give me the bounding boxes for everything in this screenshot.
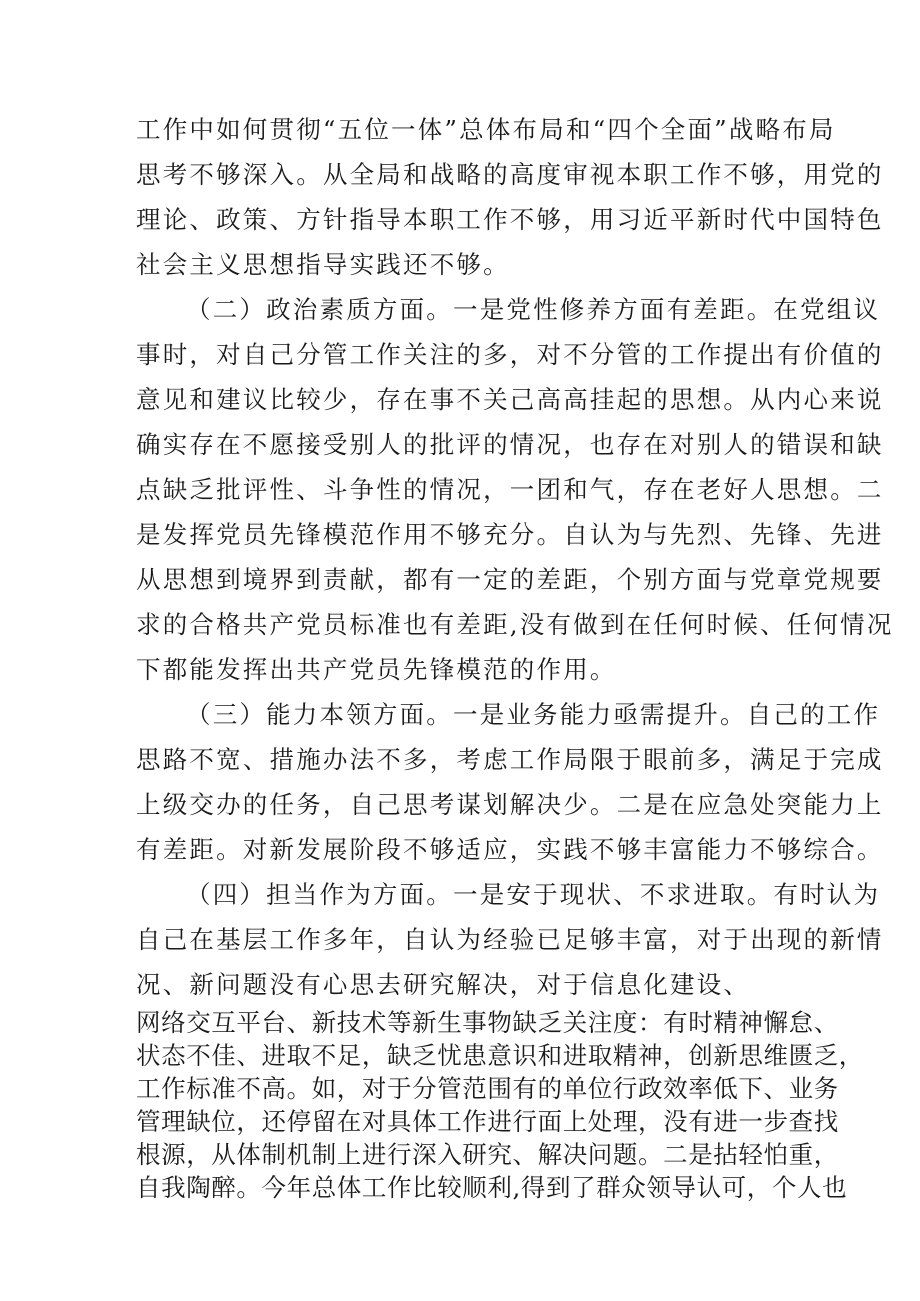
text-line: 意见和建议比较少，存在事不关己高高挂起的思想。从内心来说 — [136, 385, 884, 414]
text-line: 况、新问题没有心思去研究解决，对于信息化建设、 — [136, 970, 751, 999]
text-line: 是发挥党员先锋模范作用不够充分。自认为与先烈、先锋、先进 — [136, 520, 884, 549]
text-line: 思考不够深入。从全局和战略的高度审视本职工作不够，用党的 — [136, 160, 884, 189]
text-line: 确实存在不愿接受别人的批评的情况，也存在对别人的错误和缺 — [136, 430, 884, 459]
text-line: 从思想到境界到责献，都有一定的差距，个别方面与党章党规要 — [136, 565, 884, 594]
text-line: 工作中如何贯彻“五位一体”总体布局和“四个全面”战略布局 — [136, 115, 836, 144]
text-line: 工作标准不高。如，对于分管范围有的单位行政效率低下、业务 — [136, 1074, 839, 1103]
section-heading-responsibility: （四）担当作为方面。一是安于现状、不求进取。有时认为 — [186, 880, 881, 909]
text-line: 自己在基层工作多年，自认为经验已足够丰富，对于出现的新情 — [136, 925, 884, 954]
text-line: 自我陶醉。今年总体工作比较顺利,得到了群众领导认可，个人也 — [136, 1173, 848, 1202]
text-line: 事时，对自己分管工作关注的多，对不分管的工作提出有价值的 — [136, 340, 884, 369]
text-line: 网络交互平台、新技术等新生事物缺乏关注度：有时精神懈怠、 — [136, 1008, 839, 1037]
text-line: 有差距。对新发展阶段不够适应，实践不够丰富能力不够综合。 — [136, 835, 884, 864]
text-line: 根源，从体制机制上进行深入研究、解决问题。二是拈轻怕重， — [136, 1140, 839, 1169]
section-heading-political: （二）政治素质方面。一是党性修养方面有差距。在党组议 — [186, 295, 881, 324]
text-line: 状态不佳、进取不足，缺乏忧患意识和进取精神，创新思维匮乏， — [136, 1041, 864, 1070]
text-line: 下都能发挥出共产党员先锋模范的作用。 — [136, 655, 617, 684]
text-line: 思路不宽、措施办法不多，考虑工作局限于眼前多，满足于完成 — [136, 745, 884, 774]
text-line: 理论、政策、方针指导本职工作不够，用习近平新时代中国特色 — [136, 205, 884, 234]
section-heading-ability: （三）能力本领方面。一是业务能力亟需提升。自己的工作 — [186, 700, 881, 729]
text-line: 点缺乏批评性、斗争性的情况，一团和气，存在老好人思想。二 — [136, 475, 884, 504]
text-line: 求的合格共产党员标准也有差距,没有做到在任何时候、任何情况 — [136, 610, 894, 639]
text-line: 上级交办的任务，自己思考谋划解决少。二是在应急处突能力上 — [136, 790, 884, 819]
text-line: 社会主义思想指导实践还不够。 — [136, 250, 510, 279]
text-line: 管理缺位，还停留在对具体工作进行面上处理，没有进一步查找 — [136, 1107, 839, 1136]
